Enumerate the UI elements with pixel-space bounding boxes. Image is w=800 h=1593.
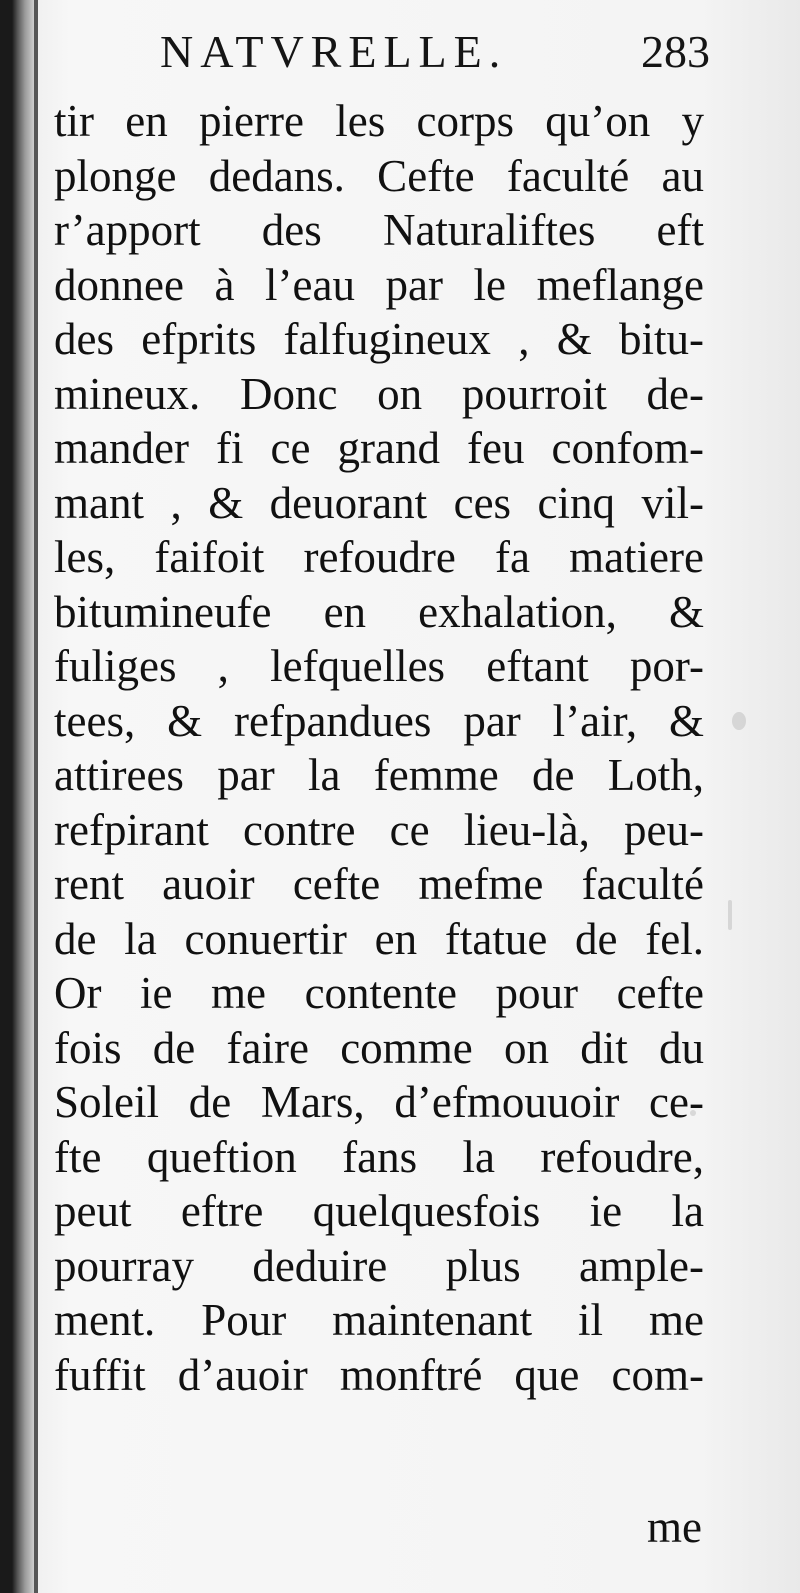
text-line: rent auoir cefte mefme faculté — [54, 859, 704, 909]
text-line: donnee à l’eau par le meflange — [54, 259, 704, 310]
text-line: pourray deduire plus ample- — [54, 1240, 704, 1291]
text-line: les, faifoit refoudre fa matiere — [54, 532, 704, 582]
text-line: fois de faire comme on dit du — [54, 1022, 704, 1073]
page-number: 283 — [641, 26, 710, 77]
text-line: plonge dedans. Cefte faculté au — [54, 150, 704, 201]
text-line: Or ie me contente pour cefte — [54, 968, 704, 1018]
running-title: NATVRELLE. — [160, 26, 508, 77]
text-line: mander fi ce grand feu confom- — [54, 423, 704, 473]
paper-speck — [732, 712, 746, 730]
running-head — [60, 22, 710, 82]
text-line: tees, & refpandues par l’air, & — [54, 695, 704, 746]
text-line: fuliges , lefquelles eftant por- — [54, 641, 704, 691]
text-line: bitumineufe en exhalation, & — [54, 586, 704, 637]
text-line: des efprits falfugineux , & bitu- — [54, 314, 704, 364]
text-line: peut eftre quelquesfois ie la — [54, 1186, 704, 1236]
text-line: refpirant contre ce lieu-là, peu- — [54, 804, 704, 855]
text-line: ment. Pour maintenant il me — [54, 1295, 704, 1345]
text-line: mineux. Donc on pourroit de- — [54, 368, 704, 419]
text-line: mant , & deuorant ces cinq vil- — [54, 477, 704, 528]
body-text — [54, 94, 704, 1402]
text-line: tir en pierre les corps qu’on y — [54, 96, 704, 146]
text-line: fte queftion fans la refoudre, — [54, 1131, 704, 1182]
text-line: fuffit d’auoir monftré que com- — [54, 1349, 704, 1400]
paper-speck — [728, 900, 732, 930]
text-line: r’apport des Naturaliftes eft — [54, 205, 704, 255]
page-gutter-shadow — [0, 0, 34, 1593]
text-line: de la conuertir en ftatue de fel. — [54, 913, 704, 964]
text-line: Soleil de Mars, d’efmouuoir ce- — [54, 1077, 704, 1127]
text-line: attirees par la femme de Loth, — [54, 750, 704, 800]
page-edge-line — [34, 0, 38, 1593]
catchword: me — [647, 1502, 702, 1552]
